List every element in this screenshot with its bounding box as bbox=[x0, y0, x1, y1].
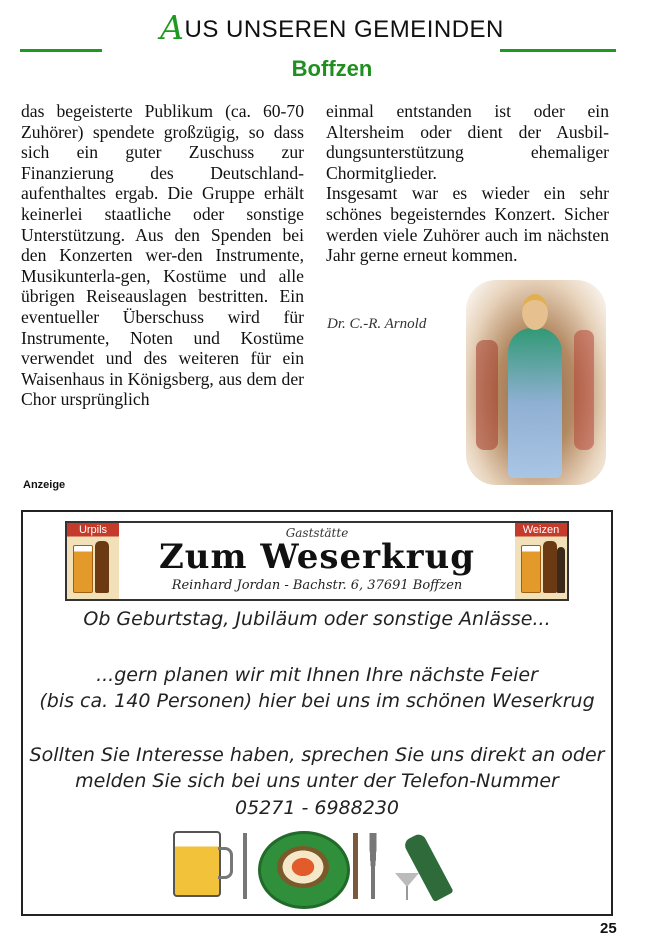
page-number: 25 bbox=[600, 920, 617, 937]
section-title-initial: A bbox=[160, 8, 185, 47]
lobster-dish-icon bbox=[277, 846, 329, 888]
fork-icon bbox=[243, 833, 247, 899]
mug-handle bbox=[218, 847, 233, 879]
article-paragraph: Insgesamt war es wieder ein sehr schönes begeisterndes Konzert. Sicher werden viele Zuhörer auch im nächsten Jahr gerne erneut kommen. bbox=[326, 183, 609, 266]
cocktail-glass-icon bbox=[395, 873, 419, 901]
article-author: Dr. C.-R. Arnold bbox=[327, 316, 427, 332]
beer-bottle-icon bbox=[543, 541, 557, 593]
ad-phone-number: 05271 - 6988230 bbox=[235, 797, 399, 819]
ad-line-phone-intro: melden Sie sich bei uns unter der Telefon-Nummer bbox=[75, 770, 559, 792]
beer-mug-icon bbox=[173, 831, 221, 897]
ad-gaststaette: Gaststätte bbox=[285, 526, 349, 540]
ad-line-contact: Sollten Sie Interesse haben, sprechen Sie uns direkt an oder bbox=[29, 744, 605, 766]
weizen-beer-image bbox=[515, 523, 567, 599]
beer-bottle-icon bbox=[557, 547, 565, 593]
urpils-label: Urpils bbox=[78, 524, 108, 536]
header-rule-right bbox=[500, 49, 616, 52]
header-rule-left bbox=[20, 49, 102, 52]
beer-glass-icon bbox=[521, 545, 541, 593]
article-paragraph: einmal entstanden ist oder ein Altersheim oder dient der Ausbil-dungsunterstützung ehemaliger Chormitglieder. bbox=[326, 101, 609, 183]
section-title bbox=[0, 8, 664, 47]
photo-background-figure bbox=[476, 340, 498, 450]
ad-line-plan: ...gern planen wir mit Ihnen Ihre nächste Feier bbox=[96, 664, 538, 686]
article-column-1 bbox=[21, 101, 304, 410]
restaurant-address: Reinhard Jordan - Bachstr. 6, 37691 Boffzen bbox=[171, 578, 463, 593]
spoon-icon bbox=[367, 833, 379, 899]
restaurant-name: Zum Weserkrug bbox=[158, 537, 476, 577]
ad-banner bbox=[65, 521, 569, 601]
choir-singer-photo bbox=[466, 280, 606, 485]
article-column-2 bbox=[326, 101, 609, 266]
photo-background-figure bbox=[574, 330, 594, 450]
plate-icon bbox=[258, 831, 350, 909]
section-subtitle: Boffzen bbox=[291, 56, 373, 81]
weizen-label: Weizen bbox=[522, 524, 560, 536]
advertisement bbox=[21, 510, 613, 916]
ad-line-occasions: Ob Geburtstag, Jubiläum oder sonstige Anlässe... bbox=[83, 608, 551, 630]
photo-singer-dress bbox=[508, 328, 562, 478]
ad-label: Anzeige bbox=[23, 479, 66, 491]
photo-singer-head bbox=[522, 294, 548, 330]
knife-icon bbox=[353, 833, 358, 899]
ad-line-capacity: (bis ca. 140 Personen) hier bei uns im schönen Weserkrug bbox=[39, 690, 595, 712]
ad-illustrations bbox=[173, 825, 473, 910]
article-paragraph: das begeisterte Publikum (ca. 60-70 Zuhörer) spendete großzügig, so dass sich ein guter Zuschuss zur Finanzierung des Deutschland-aufenthaltes ergab. Die Gruppe erhält keinerlei staatliche oder sonstige Unterstützung. Aus den Spenden bei den Konzerten wer-den Instrumente, Musikunterla-gen, Kostüme und alle übrigen Reiseauslagen bestritten. Ein eventueller Überschuss wird für Instrumente, Noten und Kostüme verwendet und des weiteren für ein Waisenhaus in Königsberg, aus dem der Chor ursprünglich bbox=[21, 101, 304, 410]
section-title-rest: US UNSEREN GEMEINDEN bbox=[184, 16, 504, 43]
